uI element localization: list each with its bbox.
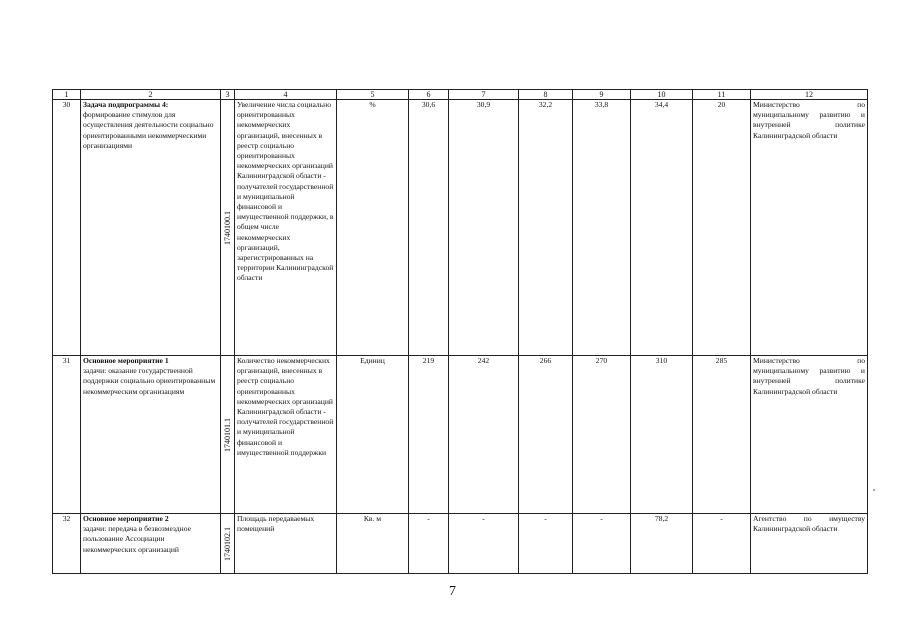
task-title: Задача подпрограммы 4: <box>83 100 169 109</box>
table-row <box>53 356 868 514</box>
header-cell-7: 7 <box>449 90 519 100</box>
indicator-cell: Увеличение числа социально ориентированных некоммерческих организаций, внесенных в реестр социально ориентированных некоммерческих организаций Калининградской области - получателей государственной и муниципальной финансовой и имущественной поддержки, в общем числе некоммерческих организаций, зарегистрированных на территории Калининградской области <box>235 100 337 356</box>
header-row <box>53 90 868 100</box>
unit-cell: Единиц <box>337 356 409 514</box>
task-cell <box>81 100 221 356</box>
value-col7: 30,9 <box>449 100 519 356</box>
table-row <box>53 514 868 574</box>
value-col11: 285 <box>693 356 751 514</box>
budget-code: 1740101.1 <box>222 417 232 452</box>
task-description: формирование стимулов для осуществления деятельности социально ориентированными некоммерческими организациями <box>83 110 214 150</box>
header-cell-8: 8 <box>519 90 573 100</box>
code-cell <box>221 356 235 514</box>
task-cell <box>81 356 221 514</box>
value-col11: 20 <box>693 100 751 356</box>
header-cell-2: 2 <box>81 90 221 100</box>
header-cell-1: 1 <box>53 90 81 100</box>
task-cell <box>81 514 221 574</box>
value-col9: - <box>573 514 631 574</box>
task-title: Основное мероприятие 2 <box>83 514 169 523</box>
responsible-cell: Министерство по муниципальному развитию и внутренней политике Калининградской области <box>751 100 868 356</box>
header-cell-10: 10 <box>631 90 693 100</box>
value-col6: 219 <box>409 356 449 514</box>
header-cell-9: 9 <box>573 90 631 100</box>
task-title: Основное мероприятие 1 <box>83 356 169 365</box>
row-number: 31 <box>53 356 81 514</box>
header-cell-6: 6 <box>409 90 449 100</box>
value-col10: 310 <box>631 356 693 514</box>
scan-speck <box>873 489 875 491</box>
value-col9: 270 <box>573 356 631 514</box>
task-description: задачи: передача в безвозмездное пользование Ассоциации некоммерческих организаций <box>83 524 191 554</box>
value-col8: - <box>519 514 573 574</box>
value-col6: 30,6 <box>409 100 449 356</box>
header-cell-4: 4 <box>235 90 337 100</box>
value-col8: 266 <box>519 356 573 514</box>
indicator-cell: Площадь передаваемых помещений <box>235 514 337 574</box>
value-col9: 33,8 <box>573 100 631 356</box>
task-description: задачи: оказание государственной поддержки социально ориентированным некоммерческим организациям <box>83 366 216 396</box>
program-indicators-table <box>52 89 868 574</box>
header-cell-12: 12 <box>751 90 868 100</box>
value-col7: - <box>449 514 519 574</box>
value-col8: 32,2 <box>519 100 573 356</box>
code-cell <box>221 514 235 574</box>
responsible-cell: Министерство по муниципальному развитию и внутренней политике Калининградской области <box>751 356 868 514</box>
document-page <box>52 89 868 574</box>
row-number: 32 <box>53 514 81 574</box>
indicator-cell: Количество некоммерческих организаций, внесенных в реестр социально ориентированных некоммерческих организаций Калининградской области - получателей государственной и муниципальной финансовой и имущественной поддержки <box>235 356 337 514</box>
unit-cell: Кв. м <box>337 514 409 574</box>
header-cell-3: 3 <box>221 90 235 100</box>
value-col11: - <box>693 514 751 574</box>
header-cell-11: 11 <box>693 90 751 100</box>
row-number: 30 <box>53 100 81 356</box>
value-col6: - <box>409 514 449 574</box>
unit-cell: % <box>337 100 409 356</box>
responsible-cell: Агентство по имуществу Калининградской области <box>751 514 868 574</box>
table-row <box>53 100 868 356</box>
value-col10: 78,2 <box>631 514 693 574</box>
budget-code: 1740100.1 <box>222 210 232 245</box>
header-cell-5: 5 <box>337 90 409 100</box>
value-col10: 34,4 <box>631 100 693 356</box>
value-col7: 242 <box>449 356 519 514</box>
page-number: 7 <box>449 584 456 599</box>
code-cell <box>221 100 235 356</box>
budget-code: 1740102.1 <box>222 526 232 561</box>
